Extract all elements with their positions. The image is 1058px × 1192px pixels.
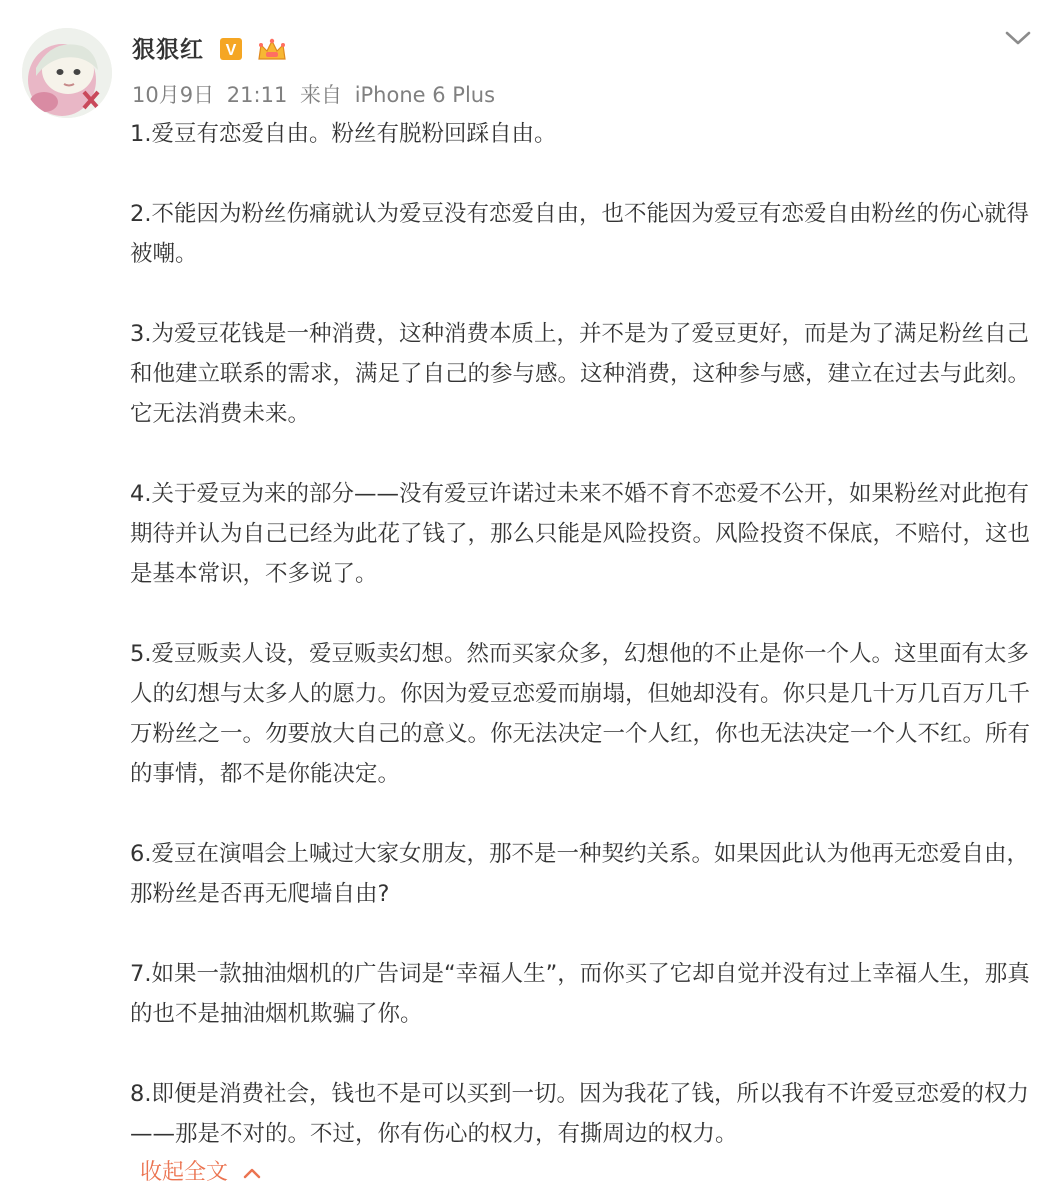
post-date[interactable]: 10月9日 bbox=[132, 83, 215, 107]
paragraph-7: 7.如果一款抽油烟机的广告词是“幸福人生”，而你买了它却自觉并没有过上幸福人生，那真的也不是抽油烟机欺骗了你。 bbox=[130, 961, 1030, 1027]
post-time[interactable]: 21:11 bbox=[226, 83, 288, 107]
collapse-label: 收起全文 bbox=[140, 1160, 229, 1185]
post-meta bbox=[132, 80, 495, 110]
collapse-full-text-button[interactable] bbox=[140, 1155, 262, 1191]
paragraph-4: 4.关于爱豆为来的部分——没有爱豆许诺过未来不婚不育不恋爱不公开，如果粉丝对此抱有期待并认为自己已经为此花了钱了，那么只能是风险投资。风险投资不保底，不赔付，这也是基本常识，不多说了。 bbox=[130, 481, 1031, 587]
post-content bbox=[130, 114, 1030, 1154]
chevron-down-icon[interactable] bbox=[1004, 28, 1032, 48]
paragraph-8: 8.即便是消费社会，钱也不是可以买到一切。因为我花了钱，所以我有不许爱豆恋爱的权力——那是不对的。不过，你有伤心的权力，有撕周边的权力。 bbox=[130, 1081, 1029, 1147]
paragraph-2: 2.不能因为粉丝伤痛就认为爱豆没有恋爱自由，也不能因为爱豆有恋爱自由粉丝的伤心就得被嘲。 bbox=[130, 201, 1029, 267]
paragraph-1: 1.爱豆有恋爱自由。粉丝有脱粉回踩自由。 bbox=[130, 121, 557, 147]
verified-badge-icon bbox=[220, 38, 242, 60]
source-prefix: 来自 bbox=[300, 83, 342, 107]
crown-icon[interactable] bbox=[256, 37, 288, 63]
paragraph-5: 5.爱豆贩卖人设，爱豆贩卖幻想。然而买家众多，幻想他的不止是你一个人。这里面有太多人的幻想与太多人的愿力。你因为爱豆恋爱而崩塌，但她却没有。你只是几十万几百万几千万粉丝之一。勿要放大自己的意义。你无法决定一个人红，你也无法决定一个人不红。所有的事情，都不是你能决定。 bbox=[130, 641, 1031, 787]
paragraph-3: 3.为爱豆花钱是一种消费，这种消费本质上，并不是为了爱豆更好，而是为了满足粉丝自己和他建立联系的需求，满足了自己的参与感。这种消费，这种参与感，建立在过去与此刻。它无法消费未来。 bbox=[130, 321, 1031, 427]
avatar[interactable] bbox=[22, 28, 112, 118]
paragraph-6: 6.爱豆在演唱会上喊过大家女朋友，那不是一种契约关系。如果因此认为他再无恋爱自由，那粉丝是否再无爬墙自由? bbox=[130, 841, 1029, 907]
source-device[interactable]: iPhone 6 Plus bbox=[354, 83, 496, 107]
username[interactable]: 狠狠红 bbox=[132, 37, 204, 63]
chevron-up-icon bbox=[242, 1166, 262, 1180]
avatar-image bbox=[22, 28, 112, 118]
svg-text:V: V bbox=[225, 42, 237, 59]
